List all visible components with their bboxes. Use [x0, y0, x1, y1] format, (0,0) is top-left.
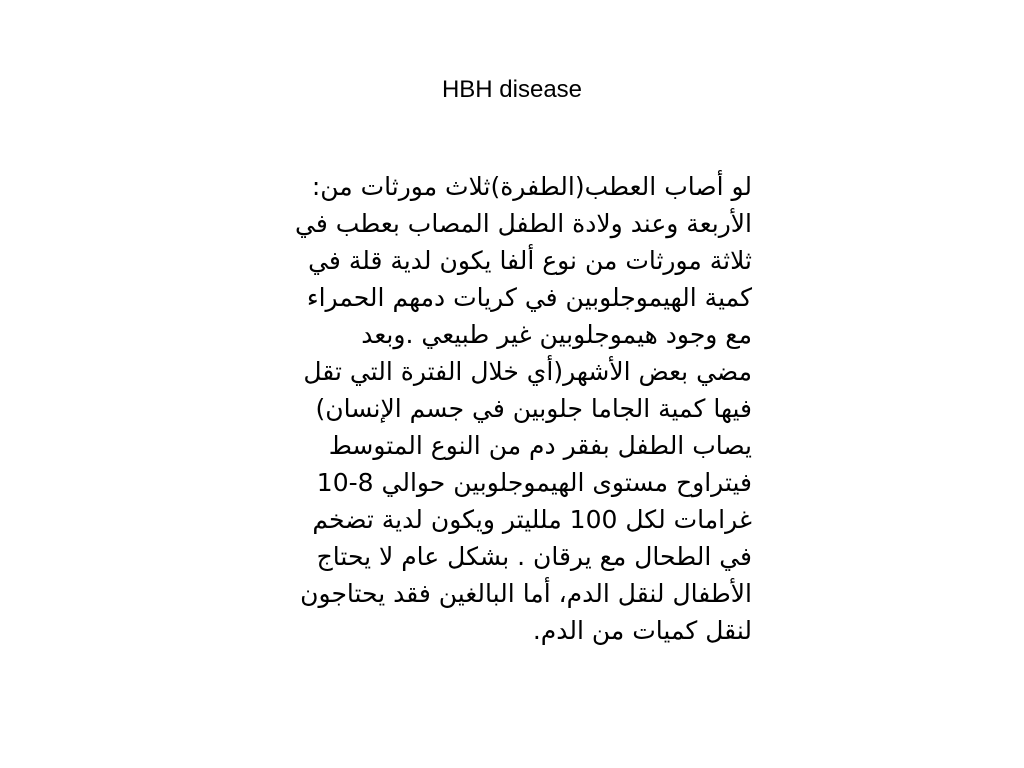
text-line: مع وجود هيموجلوبين غير طبيعي .وبعد	[361, 320, 752, 349]
text-line: ثلاثة مورثات من نوع ألفا يكون لدية قلة في	[308, 246, 752, 275]
slide-body-text	[262, 168, 752, 649]
text-line: الأطفال لنقل الدم، أما البالغين فقد يحتاجون	[300, 579, 752, 608]
text-line: غرامات لكل 100 ملليتر ويكون لدية تضخم	[312, 505, 752, 534]
text-line: كمية الهيموجلوبين في كريات دمهم الحمراء	[306, 283, 752, 312]
text-line: فيتراوح مستوى الهيموجلوبين حوالي 8-10	[316, 468, 752, 497]
text-line: في الطحال مع يرقان . بشكل عام لا يحتاج	[316, 542, 752, 571]
text-line: لنقل كميات من الدم.	[532, 616, 752, 645]
text-line: يصاب الطفل بفقر دم من النوع المتوسط	[328, 431, 752, 460]
text-line: لو أصاب العطب(الطفرة)ثلاث مورثات من:	[311, 172, 752, 201]
text-line: مضي بعض الأشهر(أي خلال الفترة التي تقل	[303, 357, 752, 386]
text-line: فيها كمية الجاما جلوبين في جسم الإنسان)	[315, 394, 752, 423]
slide-title: HBH disease	[441, 76, 583, 103]
text-line: الأربعة وعند ولادة الطفل المصاب بعطب في	[295, 209, 752, 238]
